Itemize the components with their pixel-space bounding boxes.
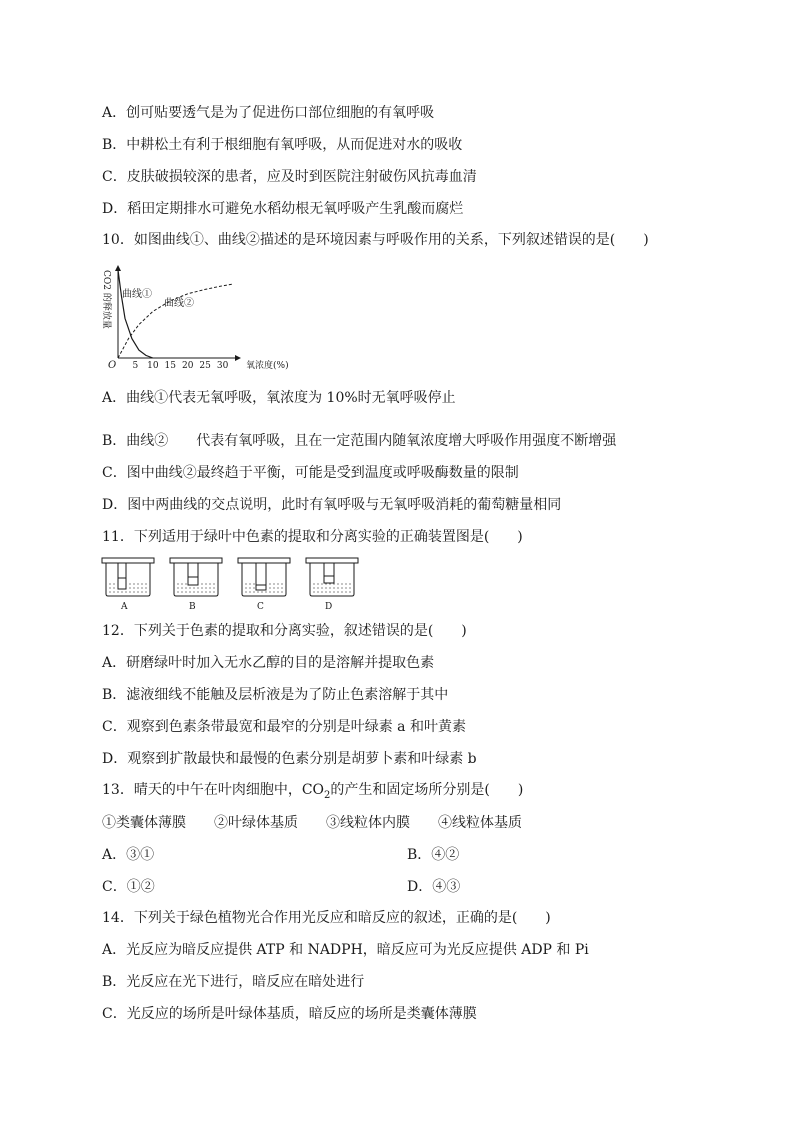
curve-2-label: 曲线② — [164, 298, 194, 309]
apparatus-a-label: A — [121, 602, 128, 612]
x-tick-label: 20 — [181, 361, 194, 371]
q10-option-a: A．曲线①代表无氧呼吸，氧浓度为 10%时无氧呼吸停止 — [102, 390, 456, 406]
apparatus-b-label: B — [189, 602, 196, 612]
q10-chart — [100, 260, 289, 378]
q13-stem-pre: 13．晴天的中午在叶肉细胞中，CO — [102, 782, 325, 798]
x-axis-label: 氧浓度(%) — [246, 361, 289, 371]
q13-stem — [102, 781, 523, 799]
apparatus-d-label: D — [325, 602, 333, 612]
q11-stem: 11．下列适用于绿叶中色素的提取和分离实验的正确装置图是( ) — [102, 529, 523, 545]
q10-stem: 10．如图曲线①、曲线②描述的是环境因素与呼吸作用的关系，下列叙述错误的是( ) — [102, 232, 649, 248]
q9-option-c: C．皮肤破损较深的患者，应及时到医院注射破伤风抗毒血清 — [102, 169, 477, 185]
x-tick-label: 5 — [132, 361, 139, 371]
q13-option-b: B．④② — [407, 847, 460, 863]
origin-label: O — [108, 360, 117, 371]
q10-option-c: C．图中曲线②最终趋于平衡，可能是受到温度或呼吸酶数量的限制 — [102, 465, 519, 481]
q13-option-a: A．③① — [102, 847, 155, 863]
x-tick-labels — [133, 361, 229, 371]
q13-stem-post: 的产生和固定场所分别是( ) — [330, 782, 524, 798]
apparatus-a — [102, 558, 154, 612]
q9-option-a: A．创可贴要透气是为了促进伤口部位细胞的有氧呼吸 — [102, 105, 435, 121]
apparatus-c-label: C — [257, 602, 264, 612]
x-tick-label: 30 — [216, 361, 229, 371]
q13-option-c: C．①② — [102, 879, 155, 895]
q10-option-b: B．曲线② 代表有氧呼吸，且在一定范围内随氧浓度增大呼吸作用强度不断增强 — [102, 433, 617, 449]
q12-option-b: B．滤液细线不能触及层析液是为了防止色素溶解于其中 — [102, 687, 449, 703]
q12-option-c: C．观察到色素条带最宽和最窄的分别是叶绿素 a 和叶黄素 — [102, 719, 466, 735]
curve-1-anaerobic — [118, 270, 153, 358]
q10-option-d: D．图中两曲线的交点说明，此时有氧呼吸与无氧呼吸消耗的葡萄糖量相同 — [102, 497, 562, 513]
curve-1-label: 曲线① — [122, 289, 152, 300]
q14-option-b: B．光反应在光下进行，暗反应在暗处进行 — [102, 974, 365, 990]
q12-stem: 12．下列关于色素的提取和分离实验，叙述错误的是( ) — [102, 623, 467, 639]
q9-option-d: D．稻田定期排水可避免水稻幼根无氧呼吸产生乳酸而腐烂 — [102, 201, 464, 217]
apparatus-c — [238, 558, 290, 612]
q13-choices-line: ①类囊体薄膜 ②叶绿体基质 ③线粒体内膜 ④线粒体基质 — [102, 815, 522, 831]
apparatus-b — [170, 558, 222, 612]
apparatus-d — [306, 558, 358, 612]
q14-option-a: A．光反应为暗反应提供 ATP 和 NADPH，暗反应可为光反应提供 ADP 和 Pi — [102, 942, 589, 958]
q14-stem: 14．下列关于绿色植物光合作用光反应和暗反应的叙述，正确的是( ) — [102, 910, 551, 926]
q13-option-d: D．④③ — [407, 879, 461, 895]
q14-option-c: C．光反应的场所是叶绿体基质，暗反应的场所是类囊体薄膜 — [102, 1006, 477, 1022]
q9-option-b: B．中耕松土有利于根细胞有氧呼吸，从而促进对水的吸收 — [102, 137, 463, 153]
x-tick-label: 15 — [164, 361, 177, 371]
q13-stem-sub: 2 — [324, 789, 331, 801]
q11-apparatus-figure — [100, 554, 370, 612]
q12-option-d: D．观察到扩散最快和最慢的色素分别是胡萝卜素和叶绿素 b — [102, 751, 477, 767]
x-tick-label: 10 — [147, 361, 159, 371]
q12-option-a: A．研磨绿叶时加入无水乙醇的目的是溶解并提取色素 — [102, 655, 435, 671]
y-axis-label: CO2 的释放量 — [101, 270, 111, 329]
x-tick-label: 25 — [199, 361, 211, 371]
